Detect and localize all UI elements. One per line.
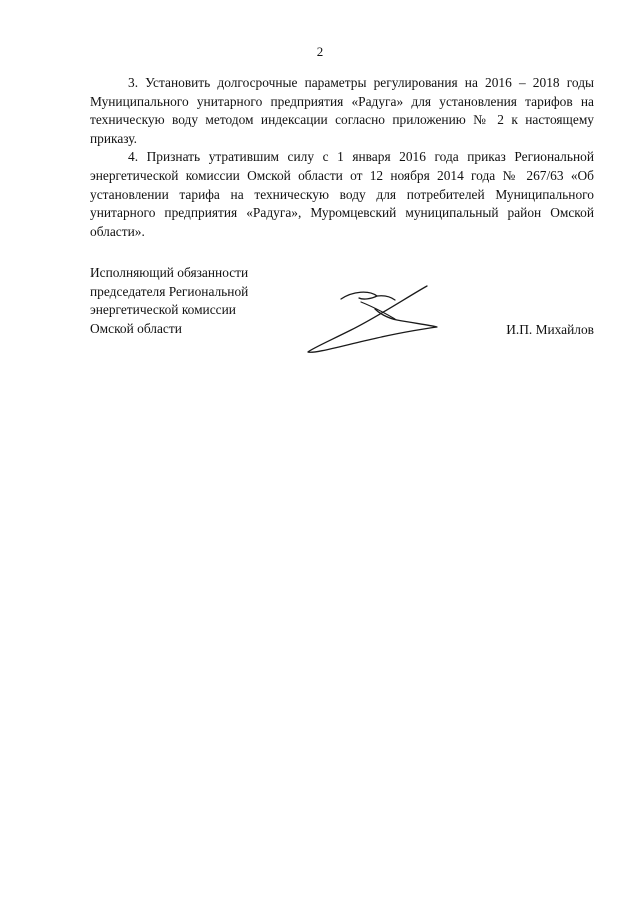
paragraph-4: 4. Признать утратившим силу с 1 января 2016 года приказ Региональной энергетической комиссии Омской области от 12 ноября 2014 года № 267/63 «Об установлении тарифа на техническую воду для потребителей Муниципального унитарного предприятия «Радуга», Муромцевский муниципальный район Омской области».	[90, 149, 594, 239]
position-line: Исполняющий обязанности	[90, 265, 249, 280]
handwritten-signature	[305, 282, 445, 362]
document-body	[90, 74, 594, 241]
position-line: Омской области	[90, 320, 182, 336]
signature-block	[90, 264, 594, 364]
signer-name: И.П. Михайлов	[506, 322, 594, 337]
position-line: председателя Региональной	[90, 283, 249, 299]
page-number: 2	[316, 44, 324, 59]
signer-position	[90, 264, 248, 338]
paragraph-3: 3. Установить долгосрочные параметры регулирования на 2016 – 2018 годы Муниципального унитарного предприятия «Радуга» для установления тарифов на техническую воду методом индексации согласно приложению № 2 к настоящему приказу.	[90, 75, 594, 146]
position-line: энергетической комиссии	[90, 302, 236, 318]
